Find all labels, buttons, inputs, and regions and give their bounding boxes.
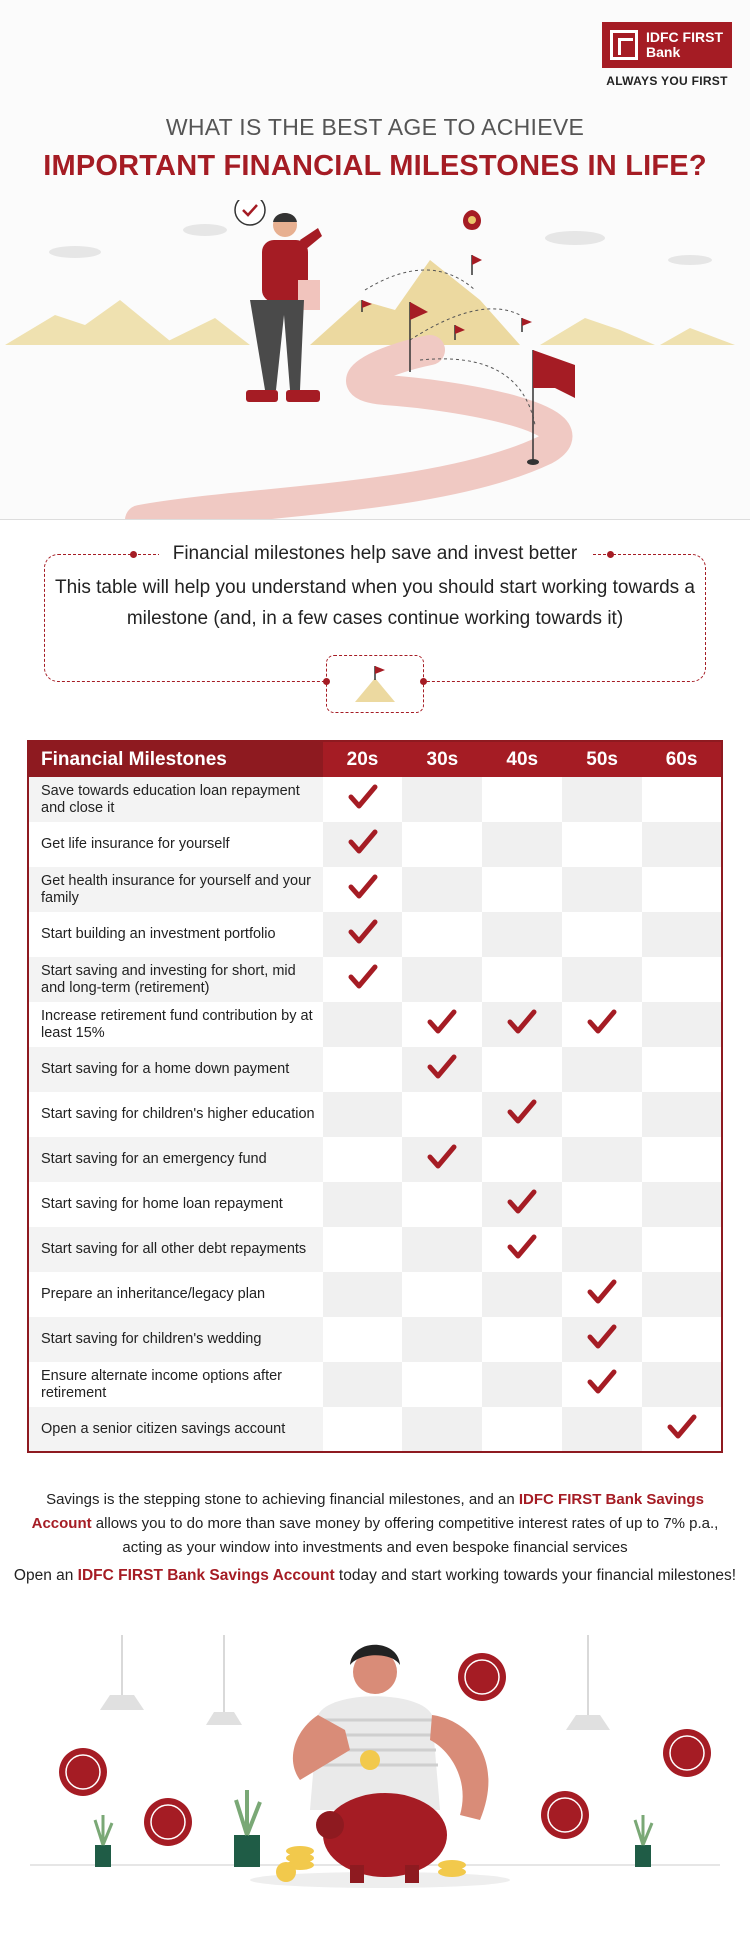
- table-row: [28, 1407, 722, 1452]
- cell-60s: [642, 1137, 722, 1182]
- cell-30s: [402, 867, 482, 912]
- cell-30s: [402, 957, 482, 1002]
- checkmark-icon: [348, 784, 378, 810]
- page-title-line1: WHAT IS THE BEST AGE TO ACHIEVE: [165, 114, 585, 140]
- checkmark-icon: [587, 1324, 617, 1350]
- cell-40s: [482, 912, 562, 957]
- milestone-journey-illustration: [0, 200, 750, 520]
- table-row: [28, 1092, 722, 1137]
- intro-body: This table will help you understand when you should start working towards a milestone (and, in a few cases continue working towards it): [54, 577, 696, 629]
- checkmark-icon: [348, 829, 378, 855]
- table-row: [28, 867, 722, 912]
- milestone-label: Ensure alternate income options after retirement: [28, 1362, 323, 1407]
- milestone-label: Increase retirement fund contribution by at least 15%: [28, 1002, 323, 1047]
- savings-text-a: Savings is the stepping stone to achieving financial milestones, and an: [46, 1491, 519, 1508]
- page-title-line2: IMPORTANT FINANCIAL MILESTONES IN LIFE?: [43, 150, 707, 182]
- table-row: [28, 957, 722, 1002]
- milestone-label: Start saving for home loan repayment: [28, 1182, 323, 1227]
- checkmark-icon: [587, 1369, 617, 1395]
- cell-50s: [562, 957, 642, 1002]
- cell-30s: [402, 1362, 482, 1407]
- column-header-60s: 60s: [642, 741, 722, 777]
- cell-40s: [482, 1272, 562, 1317]
- column-header-milestones: Financial Milestones: [28, 741, 323, 777]
- table-row: [28, 1047, 722, 1092]
- cell-40s: [482, 822, 562, 867]
- milestone-label: Start saving for an emergency fund: [28, 1137, 323, 1182]
- cell-60s: [642, 1182, 722, 1227]
- cell-30s: [402, 1182, 482, 1227]
- milestone-label: Start saving for all other debt repayments: [28, 1227, 323, 1272]
- cell-50s: [562, 1317, 642, 1362]
- cell-20s: [323, 1182, 403, 1227]
- cell-60s: [642, 1317, 722, 1362]
- column-header-30s: 30s: [402, 741, 482, 777]
- table-row: [28, 1227, 722, 1272]
- hero-section: [0, 0, 750, 520]
- checkmark-icon: [667, 1414, 697, 1440]
- milestone-label: Save towards education loan repayment and close it: [28, 777, 323, 822]
- checkmark-icon: [427, 1009, 457, 1035]
- cell-20s: [323, 1362, 403, 1407]
- cell-20s: [323, 822, 403, 867]
- decor-dot: [323, 678, 330, 685]
- cell-50s: [562, 1047, 642, 1092]
- table-row: [28, 822, 722, 867]
- cell-30s: [402, 912, 482, 957]
- checkmark-icon: [427, 1144, 457, 1170]
- cell-30s: [402, 1092, 482, 1137]
- checkmark-icon: [507, 1099, 537, 1125]
- cell-60s: [642, 1002, 722, 1047]
- logo-mark-icon: [610, 30, 638, 60]
- milestone-label: Start saving for children's wedding: [28, 1317, 323, 1362]
- table-row: [28, 912, 722, 957]
- cell-40s: [482, 1137, 562, 1182]
- cell-50s: [562, 1407, 642, 1452]
- column-header-40s: 40s: [482, 741, 562, 777]
- cell-50s: [562, 822, 642, 867]
- checkmark-icon: [348, 919, 378, 945]
- checkmark-icon: [587, 1009, 617, 1035]
- cell-20s: [323, 912, 403, 957]
- cell-30s: [402, 1002, 482, 1047]
- cell-30s: [402, 1047, 482, 1092]
- cell-50s: [562, 1092, 642, 1137]
- column-header-20s: 20s: [323, 741, 403, 777]
- cell-40s: [482, 1002, 562, 1047]
- savings-piggy-illustration: [0, 1620, 750, 1920]
- brand-name-line1: IDFC FIRST: [646, 29, 723, 45]
- table-header-row: [28, 741, 722, 777]
- savings-account-link[interactable]: IDFC FIRST Bank Savings Account: [31, 1491, 704, 1532]
- table-row: [28, 1362, 722, 1407]
- cell-60s: [642, 1092, 722, 1137]
- cell-40s: [482, 777, 562, 822]
- cta-account-link[interactable]: IDFC FIRST Bank Savings Account: [77, 1567, 335, 1584]
- cell-60s: [642, 1047, 722, 1092]
- cell-60s: [642, 957, 722, 1002]
- decor-dot: [130, 551, 137, 558]
- milestones-table: [27, 740, 723, 1453]
- cell-60s: [642, 867, 722, 912]
- cell-40s: [482, 1182, 562, 1227]
- milestone-label: Open a senior citizen savings account: [28, 1407, 323, 1452]
- cell-50s: [562, 1002, 642, 1047]
- cell-40s: [482, 867, 562, 912]
- cell-60s: [642, 1272, 722, 1317]
- intro-heading: Financial milestones help save and invest better: [159, 543, 592, 564]
- savings-description: [20, 1488, 730, 1560]
- brand-name-line2: Bank: [646, 44, 681, 60]
- table-row: [28, 1272, 722, 1317]
- cta-text-a: Open an: [13, 1567, 78, 1584]
- cell-40s: [482, 1317, 562, 1362]
- cell-60s: [642, 1362, 722, 1407]
- milestone-label: Start building an investment portfolio: [28, 912, 323, 957]
- milestone-label: Prepare an inheritance/legacy plan: [28, 1272, 323, 1317]
- cell-50s: [562, 912, 642, 957]
- checkmark-icon: [348, 874, 378, 900]
- checkmark-icon: [507, 1189, 537, 1215]
- idfc-logo[interactable]: [602, 22, 732, 68]
- checkmark-icon: [348, 964, 378, 990]
- checkmark-icon: [507, 1234, 537, 1260]
- cell-30s: [402, 1272, 482, 1317]
- cta-text-c: today and start working towards your financial milestones!: [334, 1567, 737, 1584]
- cell-20s: [323, 1002, 403, 1047]
- savings-text-c: allows you to do more than save money by offering competitive interest rates of up to 7% p.a., acting as your window into investments and even bespoke financial services: [91, 1515, 719, 1556]
- checkmark-icon: [427, 1054, 457, 1080]
- cell-20s: [323, 1047, 403, 1092]
- cell-20s: [323, 1272, 403, 1317]
- milestone-label: Get health insurance for yourself and your family: [28, 867, 323, 912]
- checkmark-icon: [587, 1279, 617, 1305]
- cell-50s: [562, 1227, 642, 1272]
- cell-60s: [642, 777, 722, 822]
- milestone-label: Start saving for a home down payment: [28, 1047, 323, 1092]
- column-header-50s: 50s: [562, 741, 642, 777]
- cell-40s: [482, 1092, 562, 1137]
- table-row: [28, 1317, 722, 1362]
- cell-60s: [642, 1227, 722, 1272]
- mountain-flag-icon: [326, 655, 424, 713]
- cell-20s: [323, 1227, 403, 1272]
- cell-40s: [482, 1047, 562, 1092]
- cell-50s: [562, 1137, 642, 1182]
- cell-40s: [482, 1407, 562, 1452]
- cell-60s: [642, 822, 722, 867]
- decor-dot: [420, 678, 427, 685]
- cell-30s: [402, 822, 482, 867]
- cell-20s: [323, 957, 403, 1002]
- cell-20s: [323, 867, 403, 912]
- cell-50s: [562, 1182, 642, 1227]
- milestone-label: Start saving for children's higher education: [28, 1092, 323, 1137]
- call-to-action: [0, 1567, 750, 1585]
- cell-20s: [323, 1137, 403, 1182]
- table-row: [28, 1182, 722, 1227]
- cell-30s: [402, 777, 482, 822]
- cell-30s: [402, 1407, 482, 1452]
- cell-60s: [642, 1407, 722, 1452]
- cell-30s: [402, 1317, 482, 1362]
- cell-60s: [642, 912, 722, 957]
- table-row: [28, 1002, 722, 1047]
- milestone-label: Get life insurance for yourself: [28, 822, 323, 867]
- table-row: [28, 1137, 722, 1182]
- cell-20s: [323, 1317, 403, 1362]
- checkmark-icon: [507, 1009, 537, 1035]
- cell-50s: [562, 1362, 642, 1407]
- cell-50s: [562, 1272, 642, 1317]
- cell-50s: [562, 777, 642, 822]
- cell-20s: [323, 777, 403, 822]
- table-row: [28, 777, 722, 822]
- decor-dot: [607, 551, 614, 558]
- cell-20s: [323, 1092, 403, 1137]
- cell-30s: [402, 1137, 482, 1182]
- cell-50s: [562, 867, 642, 912]
- cell-40s: [482, 1227, 562, 1272]
- brand-tagline: ALWAYS YOU FIRST: [606, 74, 728, 88]
- cell-20s: [323, 1407, 403, 1452]
- cell-40s: [482, 1362, 562, 1407]
- milestone-label: Start saving and investing for short, mid and long-term (retirement): [28, 957, 323, 1002]
- cell-40s: [482, 957, 562, 1002]
- cell-30s: [402, 1227, 482, 1272]
